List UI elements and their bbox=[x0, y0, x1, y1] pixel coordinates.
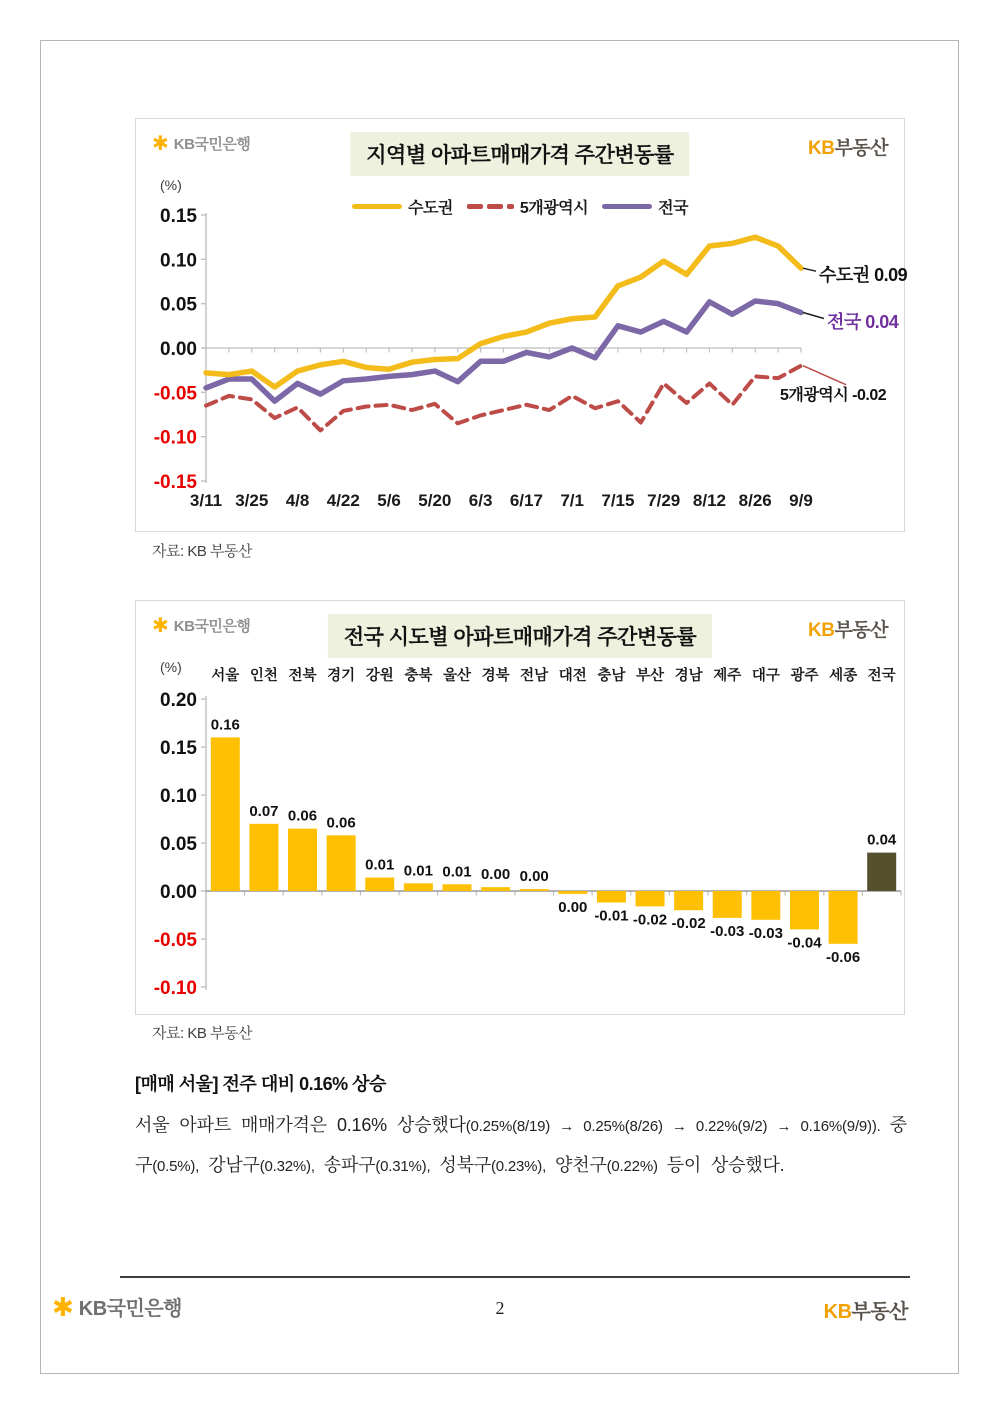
svg-text:-0.06: -0.06 bbox=[825, 948, 861, 966]
line-chart-title: 지역별 아파트매매가격 주간변동률 bbox=[350, 132, 689, 176]
legend-item-gwangyeoksi bbox=[467, 195, 588, 218]
svg-text:0.16: 0.16 bbox=[210, 716, 240, 734]
line-chart-card bbox=[135, 118, 908, 532]
article-paragraph bbox=[135, 1106, 907, 1186]
svg-text:7/1: 7/1 bbox=[560, 491, 584, 510]
svg-text:0.20: 0.20 bbox=[160, 690, 197, 711]
kb-realestate-text: 부동산 bbox=[851, 1301, 908, 1323]
svg-text:3/25: 3/25 bbox=[235, 491, 269, 510]
svg-text:0.15: 0.15 bbox=[160, 206, 197, 228]
svg-text:-0.10: -0.10 bbox=[153, 427, 197, 449]
svg-text:9/9: 9/9 bbox=[789, 491, 813, 510]
article-text-segment: (0.23%), bbox=[490, 1158, 556, 1175]
article-text-segment: 성북구 bbox=[439, 1155, 491, 1175]
article-text-segment: 등이 상승했다. bbox=[666, 1155, 785, 1175]
svg-text:-0.05: -0.05 bbox=[153, 930, 197, 951]
svg-text:-0.03: -0.03 bbox=[748, 924, 783, 942]
article-heading: [매매 서울] 전주 대비 0.16% 상승 bbox=[135, 1074, 386, 1094]
legend-label: 전국 bbox=[658, 200, 689, 217]
kb-realestate-kb: KB bbox=[823, 1301, 852, 1323]
article-text-segment: (0.31%), bbox=[375, 1158, 440, 1175]
article-text-segment: (0.22%) bbox=[606, 1158, 667, 1175]
svg-text:전국: 전국 bbox=[867, 668, 896, 684]
svg-text:0.01: 0.01 bbox=[365, 856, 395, 874]
legend-label: 수도권 bbox=[407, 200, 453, 217]
svg-text:-0.10: -0.10 bbox=[153, 978, 197, 999]
svg-text:경남: 경남 bbox=[674, 668, 703, 684]
svg-text:5/6: 5/6 bbox=[377, 491, 401, 510]
svg-text:7/29: 7/29 bbox=[647, 491, 681, 510]
svg-text:경기: 경기 bbox=[327, 668, 356, 684]
svg-text:0.10: 0.10 bbox=[160, 250, 197, 272]
svg-text:강원: 강원 bbox=[365, 668, 394, 684]
article-text-segment: 양천구 bbox=[555, 1155, 607, 1175]
kb-bank-name: KB국민은행 bbox=[78, 1298, 182, 1320]
svg-text:-0.01: -0.01 bbox=[594, 907, 629, 925]
yellow-line-swatch bbox=[352, 204, 402, 209]
svg-text:0.05: 0.05 bbox=[160, 294, 197, 316]
svg-text:-0.05: -0.05 bbox=[153, 383, 197, 405]
kb-realestate-kb: KB bbox=[807, 620, 835, 641]
svg-text:-0.04: -0.04 bbox=[787, 934, 822, 952]
svg-text:0.05: 0.05 bbox=[160, 834, 197, 855]
kb-star-icon: ✱ bbox=[152, 614, 169, 637]
svg-text:0.00: 0.00 bbox=[558, 898, 588, 916]
kb-bank-name: KB국민은행 bbox=[173, 136, 251, 153]
svg-text:울산: 울산 bbox=[442, 668, 471, 684]
svg-text:0.07: 0.07 bbox=[249, 802, 279, 820]
red-dash-swatch bbox=[467, 204, 514, 209]
source-note: 자료: KB 부동산 bbox=[152, 543, 252, 560]
purple-line-swatch bbox=[602, 204, 652, 209]
svg-text:3/11: 3/11 bbox=[189, 491, 223, 510]
footer-divider bbox=[120, 1276, 910, 1278]
svg-text:전남: 전남 bbox=[520, 668, 549, 684]
footer-kb-realestate-logo bbox=[824, 1295, 908, 1324]
svg-text:충북: 충북 bbox=[404, 668, 433, 684]
svg-text:4/8: 4/8 bbox=[285, 491, 310, 510]
svg-text:0.10: 0.10 bbox=[160, 786, 197, 807]
kb-realestate-logo bbox=[808, 133, 888, 160]
article-text-segment: 중구 bbox=[135, 1115, 907, 1175]
svg-text:-0.02: -0.02 bbox=[632, 911, 668, 929]
kb-realestate-logo bbox=[808, 615, 888, 642]
y-axis-unit-label: (%) bbox=[160, 177, 182, 193]
article-text-segment: 강남구 bbox=[208, 1155, 260, 1175]
svg-text:0.00: 0.00 bbox=[480, 866, 511, 884]
svg-text:8/12: 8/12 bbox=[692, 491, 727, 510]
svg-text:0.15: 0.15 bbox=[160, 738, 197, 759]
svg-text:인천: 인천 bbox=[249, 668, 278, 684]
svg-text:6/3: 6/3 bbox=[468, 491, 493, 510]
svg-text:6/17: 6/17 bbox=[509, 491, 543, 510]
bar-chart-title: 전국 시도별 아파트매매가격 주간변동률 bbox=[328, 614, 712, 658]
svg-text:대구: 대구 bbox=[751, 668, 780, 684]
svg-text:0.01: 0.01 bbox=[442, 863, 472, 881]
svg-text:세종: 세종 bbox=[829, 668, 858, 684]
legend-item-sudogwon bbox=[352, 195, 453, 218]
svg-text:전북: 전북 bbox=[288, 668, 317, 684]
svg-text:대전: 대전 bbox=[558, 668, 587, 684]
kb-star-icon: ✱ bbox=[52, 1291, 74, 1322]
svg-text:0.00: 0.00 bbox=[160, 339, 197, 360]
svg-text:0.01: 0.01 bbox=[403, 862, 433, 880]
line-chart-legend bbox=[136, 195, 904, 218]
svg-text:-0.02: -0.02 bbox=[671, 915, 706, 933]
article-text-segment: (0.32%), bbox=[259, 1158, 324, 1175]
svg-text:0.00: 0.00 bbox=[519, 868, 549, 886]
series-end-label-gwangyeoksi: 5개광역시 -0.02 bbox=[780, 387, 887, 404]
kb-realestate-text: 부동산 bbox=[834, 620, 888, 641]
svg-text:-0.03: -0.03 bbox=[710, 922, 745, 940]
series-end-label-jeonguk: 전국 0.04 bbox=[827, 312, 899, 332]
svg-text:제주: 제주 bbox=[713, 668, 742, 684]
svg-text:충남: 충남 bbox=[597, 668, 626, 684]
kb-bank-logo bbox=[152, 133, 250, 154]
kb-realestate-text: 부동산 bbox=[834, 138, 888, 159]
legend-item-jeonguk bbox=[602, 195, 688, 218]
svg-text:-0.15: -0.15 bbox=[153, 471, 197, 493]
bar-chart-card bbox=[135, 600, 905, 1015]
article-text-segment: 송파구 bbox=[323, 1155, 376, 1175]
kb-star-icon: ✱ bbox=[152, 132, 169, 155]
page-number: 2 bbox=[495, 1298, 505, 1318]
source-note: 자료: KB 부동산 bbox=[152, 1025, 252, 1042]
svg-text:7/15: 7/15 bbox=[601, 491, 635, 510]
legend-label: 5개광역시 bbox=[519, 200, 589, 217]
kb-bank-logo bbox=[152, 615, 250, 636]
series-end-label-sudogwon: 수도권 0.09 bbox=[819, 265, 908, 285]
kb-realestate-kb: KB bbox=[807, 138, 835, 159]
kb-bank-name: KB국민은행 bbox=[173, 618, 251, 635]
svg-text:5/20: 5/20 bbox=[418, 491, 452, 510]
article-text-segment: (0.25%(8/19) → 0.25%(8/26) → 0.22%(9/2) → 0.16%(9/9)). bbox=[465, 1118, 890, 1135]
svg-text:0.00: 0.00 bbox=[160, 882, 197, 903]
svg-text:부산: 부산 bbox=[636, 668, 665, 684]
svg-text:0.06: 0.06 bbox=[326, 814, 356, 832]
svg-text:광주: 광주 bbox=[790, 668, 819, 684]
svg-text:서울: 서울 bbox=[211, 668, 240, 684]
svg-text:경북: 경북 bbox=[481, 668, 510, 684]
svg-text:0.04: 0.04 bbox=[867, 831, 897, 849]
svg-text:0.06: 0.06 bbox=[287, 807, 318, 825]
article-text-segment: 서울 아파트 매매가격은 0.16% 상승했다 bbox=[135, 1115, 466, 1135]
svg-text:4/22: 4/22 bbox=[326, 491, 360, 510]
bar-chart-svg bbox=[136, 601, 906, 1016]
line-chart-svg bbox=[136, 119, 906, 533]
y-axis-unit-label: (%) bbox=[160, 659, 182, 675]
svg-text:8/26: 8/26 bbox=[738, 491, 772, 510]
article-text-segment: (0.5%), bbox=[152, 1158, 209, 1175]
